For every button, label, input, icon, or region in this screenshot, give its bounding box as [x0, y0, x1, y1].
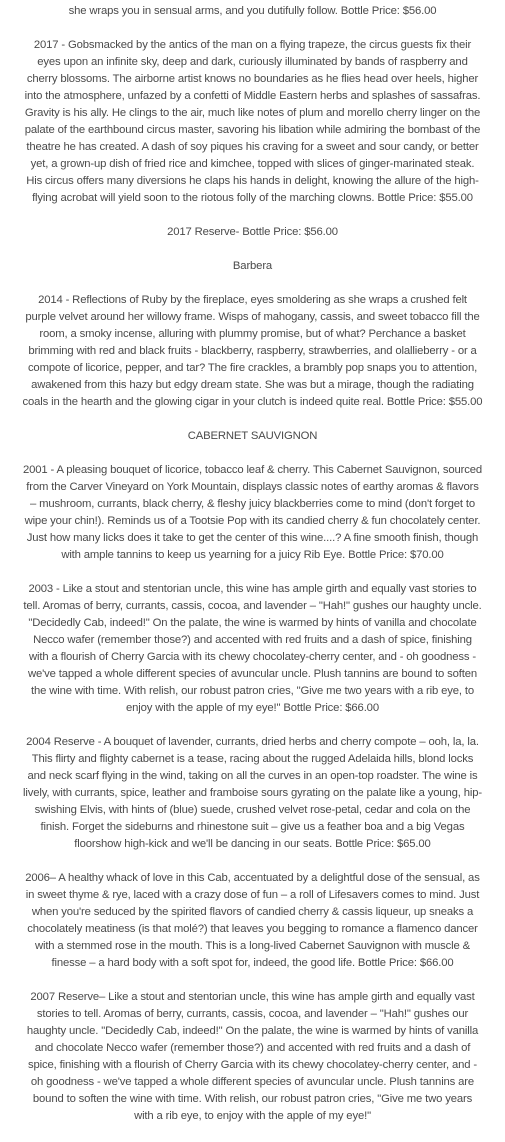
- wine-2001: 2001 - A pleasing bouquet of licorice, tobacco leaf & cherry. This Cabernet Sauvignon, sourced from the Carver Vineyard on York Mountain, displays classic notes of earthy aromas & flavors – mushroom, currants, black cherry, & fleshy juicy blackberries come to mind (don't forget to wipe your chin!). Reminds us of a Tootsie Pop with its candied cherry & fun chocolately center. Just how many licks does it take to get the center of this wine....? A fine smooth finish, though with ample tannins to keep us yearning for a juicy Rib Eye. Bottle Price: $70.00: [23, 464, 482, 561]
- wine-2017: 2017 - Gobsmacked by the antics of the man on a flying trapeze, the circus guests fix their eyes upon an infinite sky, deep and dark, curiously illuminated by bands of raspberry and cherry blossoms. The airborne artist knows no boundaries as he flies head over heels, higher into the atmosphere, unfazed by a confetti of Middle Eastern herbs and splashes of sassafras. Gravity is his ally. He clings to the air, much like notes of plum and morello cherry linger on the palate of the earthbound circus master, savoring his libation while admiring the bombast of the theatre he has created. A dash of soy piques his craving for a sweet and sour candy, or better yet, a grown-up dish of fried rice and kimchee, topped with slices of ginger-marinated steak. His circus offers many diversions he claps his hands in delight, knowing the allure of the high-flying acrobat will yield soon to the riotous folly of the marching clowns. Bottle Price: $55.00: [24, 39, 481, 204]
- heading-barbera: Barbera: [232, 260, 273, 272]
- wine-descriptions: [22, 0, 483, 1142]
- wine-2003: 2003 - Like a stout and stentorian uncle, this wine has ample girth and equally vast stories to tell. Aromas of berry, currants, cassis, cocoa, and lavender – "Hah!" gushes our haughty uncle. "Decidedly Cab, indeed!" On the palate, the wine is warmed by hints of vanilla and chocolate Necco wafer (remember those?) and accented with red fruits and a dash of spice, finishing with a flourish of Cherry Garcia with its chewy chocolatey-cherry center, and - oh goodness - we've tapped a whole different species of avuncular uncle. Plush tannins are bound to soften the wine with time. With relish, our robust patron cries, "Give me two years with a rib eye, to enjoy with the apple of my eye!" Bottle Price: $66.00: [23, 583, 482, 714]
- intro-continuation: she wraps you in sensual arms, and you dutifully follow. Bottle Price: $56.00: [68, 5, 437, 17]
- wine-2014: 2014 - Reflections of Ruby by the fireplace, eyes smoldering as she wraps a crushed felt purple velvet around her willowy frame. Wisps of mahogany, cassis, and sweet tobacco fill the room, a smoky incense, alluring with plummy promise, but of what? Perchance a basket brimming with red and black fruits - blackberry, raspberry, strawberries, and olallieberry - or a compote of licorice, pepper, and tar? The fire crackles, a brambly pop snaps you to attention, awakened from this hazy but edgy dream state. She was but a mirage, though the radiating coals in the hearth and the glowing cigar in your clutch is indeed quite real. Bottle Price: $55.00: [22, 294, 483, 408]
- heading-cabernet-sauvignon: CABERNET SAUVIGNON: [187, 430, 318, 442]
- wine-2007-reserve: 2007 Reserve– Like a stout and stentorian uncle, this wine has ample girth and equally vast stories to tell. Aromas of berry, currants, cassis, cocoa, and lavender – "Hah!" gushes our haughty uncle. "Decidedly Cab, indeed!" On the palate, the wine is warmed by hints of vanilla and chocolate Necco wafer (remember those?) and accented with red fruits and a dash of spice, finishing with a flourish of Cherry Garcia with its chewy chocolatey-cherry center, and - oh goodness - we've tapped a whole different species of avuncular uncle. Plush tannins are bound to soften the wine with time. With relish, our robust patron cries, "Give me two years with a rib eye, to enjoy with the apple of my eye!": [26, 991, 479, 1122]
- wine-2004-reserve: 2004 Reserve - A bouquet of lavender, currants, dried herbs and cherry compote – ooh, la, la. This flirty and flighty cabernet is a tease, racing about the rugged Adelaida hills, blond locks and neck scarf flying in the wind, taking on all the curves in an open-top roadster. The wine is lively, with currants, spice, leather and framboise sours gyrating on the palate like a young, hip-swishing Elvis, with hints of (blue) suede, crushed velvet rose-petal, cedar and cola on the finish. Forget the sideburns and rhinestone suit – give us a feather boa and a big Vegas floorshow high-kick and we'll be dancing in our seats. Bottle Price: $65.00: [22, 736, 483, 850]
- wine-2017-reserve: 2017 Reserve- Bottle Price: $56.00: [167, 226, 338, 238]
- wine-2006: 2006– A healthy whack of love in this Cab, accentuated by a delightful dose of the sensual, as in sweet thyme & rye, laced with a crazy dose of fun – a roll of Lifesavers comes to mind. Just when you're seduced by the spirited flavors of candied cherry & cassis liqueur, up sneaks a chocolately meatiness (is that molé?) that leaves you begging to romance a flamenco dancer with a stemmed rose in the mouth. This is a long-lived Cabernet Sauvignon with muscle & finesse – a hard body with a soft spot for, indeed, the good life. Bottle Price: $66.00: [25, 872, 480, 969]
